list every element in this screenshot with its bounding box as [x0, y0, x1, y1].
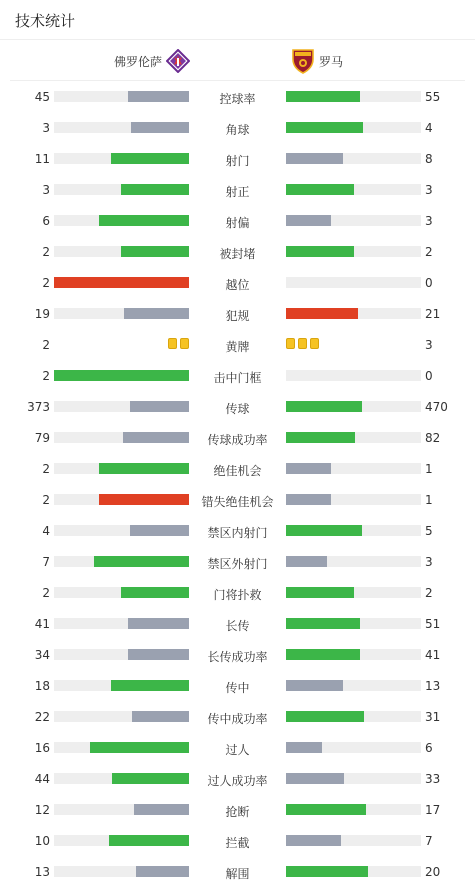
home-bar-fill: [109, 835, 189, 846]
away-bar-fill: [286, 246, 354, 257]
home-bar-fill: [99, 463, 189, 474]
away-bar-fill: [286, 711, 364, 722]
stat-label: 犯规: [225, 309, 250, 323]
home-bar-track: [54, 494, 189, 505]
home-bar-track: [54, 308, 189, 319]
home-stat-value: 3: [42, 183, 50, 197]
teams-bar: [10, 41, 465, 81]
home-team-name[interactable]: 佛罗伦萨: [113, 55, 162, 69]
away-stat-value: 13: [425, 679, 441, 693]
away-bar-track: [286, 463, 421, 474]
stat-label: 拦截: [225, 836, 250, 850]
stat-row: [0, 856, 475, 887]
home-stat-value: 16: [34, 741, 50, 755]
stat-label: 射门: [225, 154, 250, 168]
stat-label: 过人成功率: [207, 774, 268, 788]
home-bar-track: [54, 277, 189, 288]
away-stat-value: 3: [425, 338, 433, 352]
stat-row: [0, 732, 475, 763]
home-bar-fill: [54, 370, 189, 381]
home-bar-track: [54, 246, 189, 257]
stat-label: 传中: [225, 681, 250, 695]
home-stat-value: 11: [34, 152, 50, 166]
stat-label: 控球率: [219, 92, 256, 106]
stat-label: 长传: [225, 619, 250, 633]
away-stat-value: 0: [425, 369, 433, 383]
roma-crest-icon[interactable]: [292, 48, 314, 74]
away-bar-fill: [286, 680, 343, 691]
home-bar-track: [54, 835, 189, 846]
home-bar-track: [54, 618, 189, 629]
away-bar-track: [286, 773, 421, 784]
home-bar-fill: [90, 742, 189, 753]
away-bar-track: [286, 866, 421, 877]
stat-row: [0, 298, 475, 329]
away-bar-track: [286, 618, 421, 629]
home-stat-value: 2: [42, 276, 50, 290]
stat-row: [0, 484, 475, 515]
home-bar-fill: [136, 866, 189, 877]
home-bar-fill: [123, 432, 189, 443]
stat-row: [0, 81, 475, 112]
stat-label: 越位: [225, 278, 250, 292]
stat-label: 传球成功率: [207, 433, 268, 447]
home-bar-fill: [99, 494, 189, 505]
away-bar-track: [286, 401, 421, 412]
home-bar-fill: [130, 401, 189, 412]
stat-label: 禁区外射门: [207, 557, 268, 571]
home-bar-fill: [128, 649, 189, 660]
home-stat-value: 6: [42, 214, 50, 228]
home-bar-fill: [130, 525, 189, 536]
stat-label: 长传成功率: [207, 650, 268, 664]
home-bar-track: [54, 463, 189, 474]
stat-row: [0, 205, 475, 236]
stat-label: 绝佳机会: [213, 464, 262, 478]
home-bar-fill: [128, 91, 189, 102]
home-bar-fill: [131, 122, 189, 133]
home-bar-track: [54, 866, 189, 877]
away-stat-value: 33: [425, 772, 441, 786]
home-stat-value: 4: [42, 524, 50, 538]
away-bar-fill: [286, 122, 363, 133]
away-bar-fill: [286, 773, 344, 784]
fiorentina-crest-icon[interactable]: [166, 49, 190, 73]
away-bar-fill: [286, 494, 331, 505]
away-bar-track: [286, 308, 421, 319]
stat-row: [0, 515, 475, 546]
away-bar-fill: [286, 91, 360, 102]
away-bar-track: [286, 277, 421, 288]
away-stat-value: 31: [425, 710, 441, 724]
home-bar-track: [54, 742, 189, 753]
home-stat-value: 2: [42, 338, 50, 352]
away-bar-track: [286, 525, 421, 536]
home-stat-value: 45: [34, 90, 50, 104]
away-bar-fill: [286, 463, 331, 474]
home-stat-value: 22: [34, 710, 50, 724]
away-bar-track: [286, 587, 421, 598]
stat-label: 传球: [225, 402, 250, 416]
home-bar-track: [54, 153, 189, 164]
home-bar-fill: [121, 184, 189, 195]
away-stat-value: 3: [425, 183, 433, 197]
away-stat-value: 20: [425, 865, 441, 879]
away-team-name[interactable]: 罗马: [319, 55, 344, 69]
away-bar-track: [286, 742, 421, 753]
home-bar-fill: [121, 587, 189, 598]
stat-label: 抢断: [225, 805, 250, 819]
away-stat-value: 8: [425, 152, 433, 166]
home-bar-fill: [112, 773, 189, 784]
stat-label: 射正: [225, 185, 250, 199]
away-bar-fill: [286, 525, 362, 536]
stat-label: 过人: [225, 743, 250, 757]
yellow-card-icon: [310, 338, 319, 349]
away-bar-fill: [286, 618, 360, 629]
stat-row: [0, 267, 475, 298]
away-bar-track: [286, 370, 421, 381]
stat-row: [0, 546, 475, 577]
home-stat-value: 41: [34, 617, 50, 631]
home-stat-value: 44: [34, 772, 50, 786]
stat-row: [0, 608, 475, 639]
home-bar-track: [54, 649, 189, 660]
stat-row: [0, 639, 475, 670]
home-stat-value: 2: [42, 493, 50, 507]
away-bar-track: [286, 122, 421, 133]
away-bar-track: [286, 494, 421, 505]
home-bar-track: [54, 91, 189, 102]
away-stat-value: 2: [425, 586, 433, 600]
away-bar-track: [286, 835, 421, 846]
stat-row: [0, 329, 475, 360]
stat-label: 传中成功率: [207, 712, 268, 726]
stat-row: [0, 670, 475, 701]
home-bar-track: [54, 587, 189, 598]
away-yellow-cards: [286, 338, 319, 351]
stat-row: [0, 453, 475, 484]
home-bar-fill: [134, 804, 189, 815]
home-bar-track: [54, 804, 189, 815]
away-bar-track: [286, 153, 421, 164]
home-stat-value: 79: [34, 431, 50, 445]
away-bar-track: [286, 246, 421, 257]
yellow-card-icon: [168, 338, 177, 349]
stat-row: [0, 701, 475, 732]
away-bar-track: [286, 556, 421, 567]
stat-label: 错失绝佳机会: [201, 495, 274, 509]
home-bar-fill: [111, 680, 189, 691]
away-stat-value: 0: [425, 276, 433, 290]
home-bar-track: [54, 556, 189, 567]
away-bar-track: [286, 432, 421, 443]
stat-label: 解围: [225, 867, 250, 881]
away-stat-value: 2: [425, 245, 433, 259]
away-bar-fill: [286, 587, 354, 598]
away-bar-track: [286, 649, 421, 660]
home-bar-track: [54, 215, 189, 226]
away-bar-fill: [286, 804, 366, 815]
home-yellow-cards: [168, 338, 189, 351]
stat-label: 黄牌: [225, 340, 250, 354]
stat-label: 门将扑救: [213, 588, 262, 602]
stat-row: [0, 174, 475, 205]
away-bar-track: [286, 680, 421, 691]
stat-row: [0, 391, 475, 422]
home-stat-value: 2: [42, 462, 50, 476]
stat-label: 射偏: [225, 216, 250, 230]
away-stat-value: 7: [425, 834, 433, 848]
home-stat-value: 2: [42, 245, 50, 259]
stat-row: [0, 577, 475, 608]
away-stat-value: 82: [425, 431, 441, 445]
home-stat-value: 3: [42, 121, 50, 135]
home-bar-track: [54, 184, 189, 195]
home-stat-value: 13: [34, 865, 50, 879]
away-bar-fill: [286, 184, 354, 195]
home-stat-value: 2: [42, 369, 50, 383]
away-stat-value: 3: [425, 214, 433, 228]
home-bar-fill: [132, 711, 189, 722]
away-stat-value: 1: [425, 493, 433, 507]
home-bar-track: [54, 680, 189, 691]
home-bar-track: [54, 773, 189, 784]
home-stat-value: 19: [34, 307, 50, 321]
stat-row: [0, 825, 475, 856]
away-bar-track: [286, 91, 421, 102]
home-bar-track: [54, 525, 189, 536]
stat-row: [0, 143, 475, 174]
away-bar-fill: [286, 866, 368, 877]
stat-label: 禁区内射门: [207, 526, 268, 540]
away-bar-fill: [286, 401, 362, 412]
away-stat-value: 3: [425, 555, 433, 569]
away-bar-fill: [286, 556, 327, 567]
away-bar-fill: [286, 308, 358, 319]
home-bar-fill: [121, 246, 189, 257]
home-bar-track: [54, 122, 189, 133]
away-stat-value: 21: [425, 307, 441, 321]
section-title: 技术统计: [15, 12, 76, 30]
away-bar-fill: [286, 649, 360, 660]
stat-label: 被封堵: [219, 247, 256, 261]
away-stat-value: 470: [425, 400, 448, 414]
stat-row: [0, 763, 475, 794]
home-stat-value: 10: [34, 834, 50, 848]
home-stat-value: 18: [34, 679, 50, 693]
away-stat-value: 17: [425, 803, 441, 817]
yellow-card-icon: [286, 338, 295, 349]
home-stat-value: 34: [34, 648, 50, 662]
away-stat-value: 41: [425, 648, 441, 662]
home-stat-value: 7: [42, 555, 50, 569]
home-stat-value: 12: [34, 803, 50, 817]
home-bar-track: [54, 401, 189, 412]
home-bar-fill: [99, 215, 189, 226]
home-bar-track: [54, 432, 189, 443]
home-bar-fill: [94, 556, 189, 567]
away-bar-fill: [286, 215, 331, 226]
stat-row: [0, 422, 475, 453]
away-bar-track: [286, 215, 421, 226]
away-bar-fill: [286, 835, 341, 846]
away-bar-track: [286, 711, 421, 722]
yellow-card-icon: [298, 338, 307, 349]
away-bar-track: [286, 184, 421, 195]
stat-row: [0, 794, 475, 825]
home-bar-fill: [124, 308, 189, 319]
away-bar-fill: [286, 153, 343, 164]
stat-row: [0, 236, 475, 267]
home-stat-value: 2: [42, 586, 50, 600]
yellow-card-icon: [180, 338, 189, 349]
away-stat-value: 6: [425, 741, 433, 755]
away-bar-fill: [286, 432, 355, 443]
away-stat-value: 4: [425, 121, 433, 135]
home-bar-fill: [128, 618, 189, 629]
home-stat-value: 373: [27, 400, 50, 414]
away-stat-value: 5: [425, 524, 433, 538]
away-bar-track: [286, 804, 421, 815]
stat-label: 角球: [225, 123, 250, 137]
stat-row: [0, 360, 475, 391]
home-bar-track: [54, 370, 189, 381]
away-stat-value: 55: [425, 90, 441, 104]
home-bar-fill: [54, 277, 189, 288]
home-bar-fill: [111, 153, 189, 164]
stat-row: [0, 112, 475, 143]
stat-label: 击中门框: [213, 371, 262, 385]
away-stat-value: 51: [425, 617, 441, 631]
away-stat-value: 1: [425, 462, 433, 476]
away-bar-fill: [286, 742, 322, 753]
home-bar-track: [54, 711, 189, 722]
stats-header: [0, 0, 475, 40]
